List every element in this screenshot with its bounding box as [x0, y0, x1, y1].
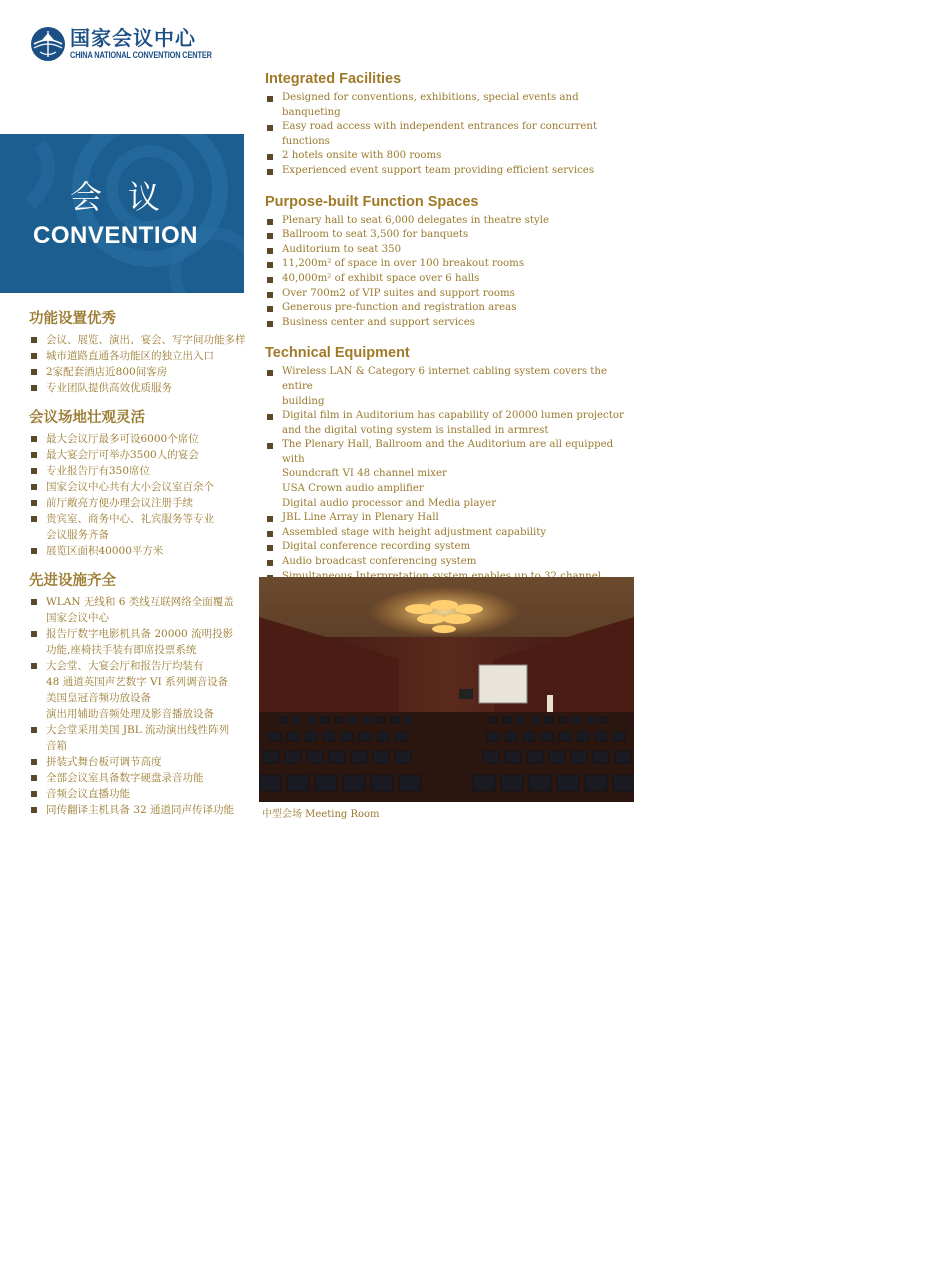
list-item: 大会堂、大宴会厅和报告厅均装有: [29, 658, 251, 674]
list-item: Easy road access with independent entrances for concurrent functions: [265, 120, 625, 149]
convention-banner: [0, 134, 244, 293]
list-item: 专业团队提供高效优质服务: [29, 380, 251, 396]
section-cn-3: [29, 571, 251, 818]
list-item: 会议、展览、演出、宴会、写字间功能多样: [29, 332, 251, 348]
logo-title-en: CHINA NATIONAL CONVENTION CENTER: [70, 49, 212, 61]
english-column: [265, 70, 625, 627]
section-title: 先进设施齐全: [29, 572, 116, 589]
list-item-continuation: 48 通道英国声艺数字 VI 系列调音设备: [46, 676, 229, 688]
logo-title-cn: 国家会议中心: [70, 25, 196, 50]
list-item-continuation: 音箱: [46, 740, 67, 752]
section-title: 功能设置优秀: [29, 310, 116, 327]
list-item: 11,200m² of space in over 100 breakout rooms: [265, 257, 625, 272]
chinese-column: [29, 309, 251, 830]
section-title: 会议场地壮观灵活: [29, 409, 145, 426]
section-en-2: [265, 193, 625, 331]
list-item-continuation: and the digital voting system is installed in armrest: [282, 424, 549, 436]
list-item: 最大会议厅最多可设6000个席位: [29, 431, 251, 447]
list-item: Assembled stage with height adjustment capability: [265, 526, 625, 541]
section-en-3: [265, 344, 625, 613]
section-title: Integrated Facilities: [265, 71, 402, 87]
list-item: 展览区面积40000平方米: [29, 543, 251, 559]
list-item: 最大宴会厅可举办3500人的宴会: [29, 447, 251, 463]
logo: [31, 27, 252, 61]
section-en-1: [265, 70, 625, 179]
list-item-continuation: with: [282, 453, 305, 465]
list-item: 2 hotels onsite with 800 rooms: [265, 149, 625, 164]
list-item-continuation: 功能,座椅扶手装有即席投票系统: [46, 644, 197, 656]
list-item: 同传翻译主机具备 32 通道同声传译功能: [29, 802, 251, 818]
list-item: 40,000m² of exhibit space over 6 halls: [265, 272, 625, 287]
banner-title-cn: 会议: [70, 178, 187, 216]
list-item-continuation: USA Crown audio amplifier: [282, 483, 424, 495]
list-item: 2家配套酒店近800间客房: [29, 364, 251, 380]
list-item: 城市道路直通各功能区的独立出入口: [29, 348, 251, 364]
photo-caption: 中型会场 Meeting Room: [262, 809, 380, 820]
list-item: Over 700m2 of VIP suites and support rooms: [265, 287, 625, 302]
list-item: 贵宾室、商务中心、礼宾服务等专业: [29, 511, 251, 527]
list-item-continuation: 国家会议中心: [46, 612, 109, 624]
list-item: 国家会议中心共有大小会议室百余个: [29, 479, 251, 495]
section-title: Purpose-built Function Spaces: [265, 193, 479, 210]
list-item: Ballroom to seat 3,500 for banquets: [265, 228, 625, 243]
list-item-continuation: 会议服务齐备: [46, 529, 109, 541]
list-item: 拼装式舞台板可调节高度: [29, 754, 251, 770]
list-item-continuation: 美国皇冠音频功放设备: [46, 692, 151, 704]
list-item: Experienced event support team providing efficient services: [265, 164, 625, 179]
list-item: Wireless LAN & Category 6 internet cabling system covers the entire: [265, 365, 625, 394]
list-item: Designed for conventions, exhibitions, special events and banqueting: [265, 91, 625, 120]
list-item: The Plenary Hall, Ballroom and the Auditorium are all equipped: [265, 438, 625, 453]
list-item: 前厅敞亮方便办理会议注册手续: [29, 495, 251, 511]
list-item-continuation: building: [282, 395, 325, 407]
section-title: Technical Equipment: [265, 345, 410, 362]
list-item: 专业报告厅有350席位: [29, 463, 251, 479]
list-item-continuation: 演出用辅助音频处理及影音播放设备: [46, 708, 214, 720]
list-item: Plenary hall to seat 6,000 delegates in theatre style: [265, 214, 625, 229]
list-item: Generous pre-function and registration areas: [265, 301, 625, 316]
list-item: JBL Line Array in Plenary Hall: [265, 511, 625, 526]
list-item: Audio broadcast conferencing system: [265, 555, 625, 570]
section-cn-1: [29, 309, 251, 396]
globe-logo-icon: [31, 27, 65, 61]
list-item-continuation: Soundcraft VI 48 channel mixer: [282, 468, 447, 480]
meeting-room-photo: [259, 577, 634, 802]
list-item: Digital conference recording system: [265, 540, 625, 555]
list-item: 音频会议直播功能: [29, 786, 251, 802]
list-item: Digital film in Auditorium has capability of 20000 lumen projector: [265, 409, 625, 424]
list-item: WLAN 无线和 6 类线互联网络全面覆盖: [29, 594, 251, 610]
list-item: 大会堂采用美国 JBL 流动演出线性阵列: [29, 722, 251, 738]
banner-title-en: CONVENTION: [33, 222, 199, 249]
list-item: 报告厅数字电影机具备 20000 流明投影: [29, 626, 251, 642]
list-item: Business center and support services: [265, 316, 625, 331]
list-item: 全部会议室具备数字硬盘录音功能: [29, 770, 251, 786]
section-cn-2: [29, 408, 251, 559]
list-item-continuation: Digital audio processor and Media player: [282, 497, 497, 509]
list-item: Auditorium to seat 350: [265, 243, 625, 258]
